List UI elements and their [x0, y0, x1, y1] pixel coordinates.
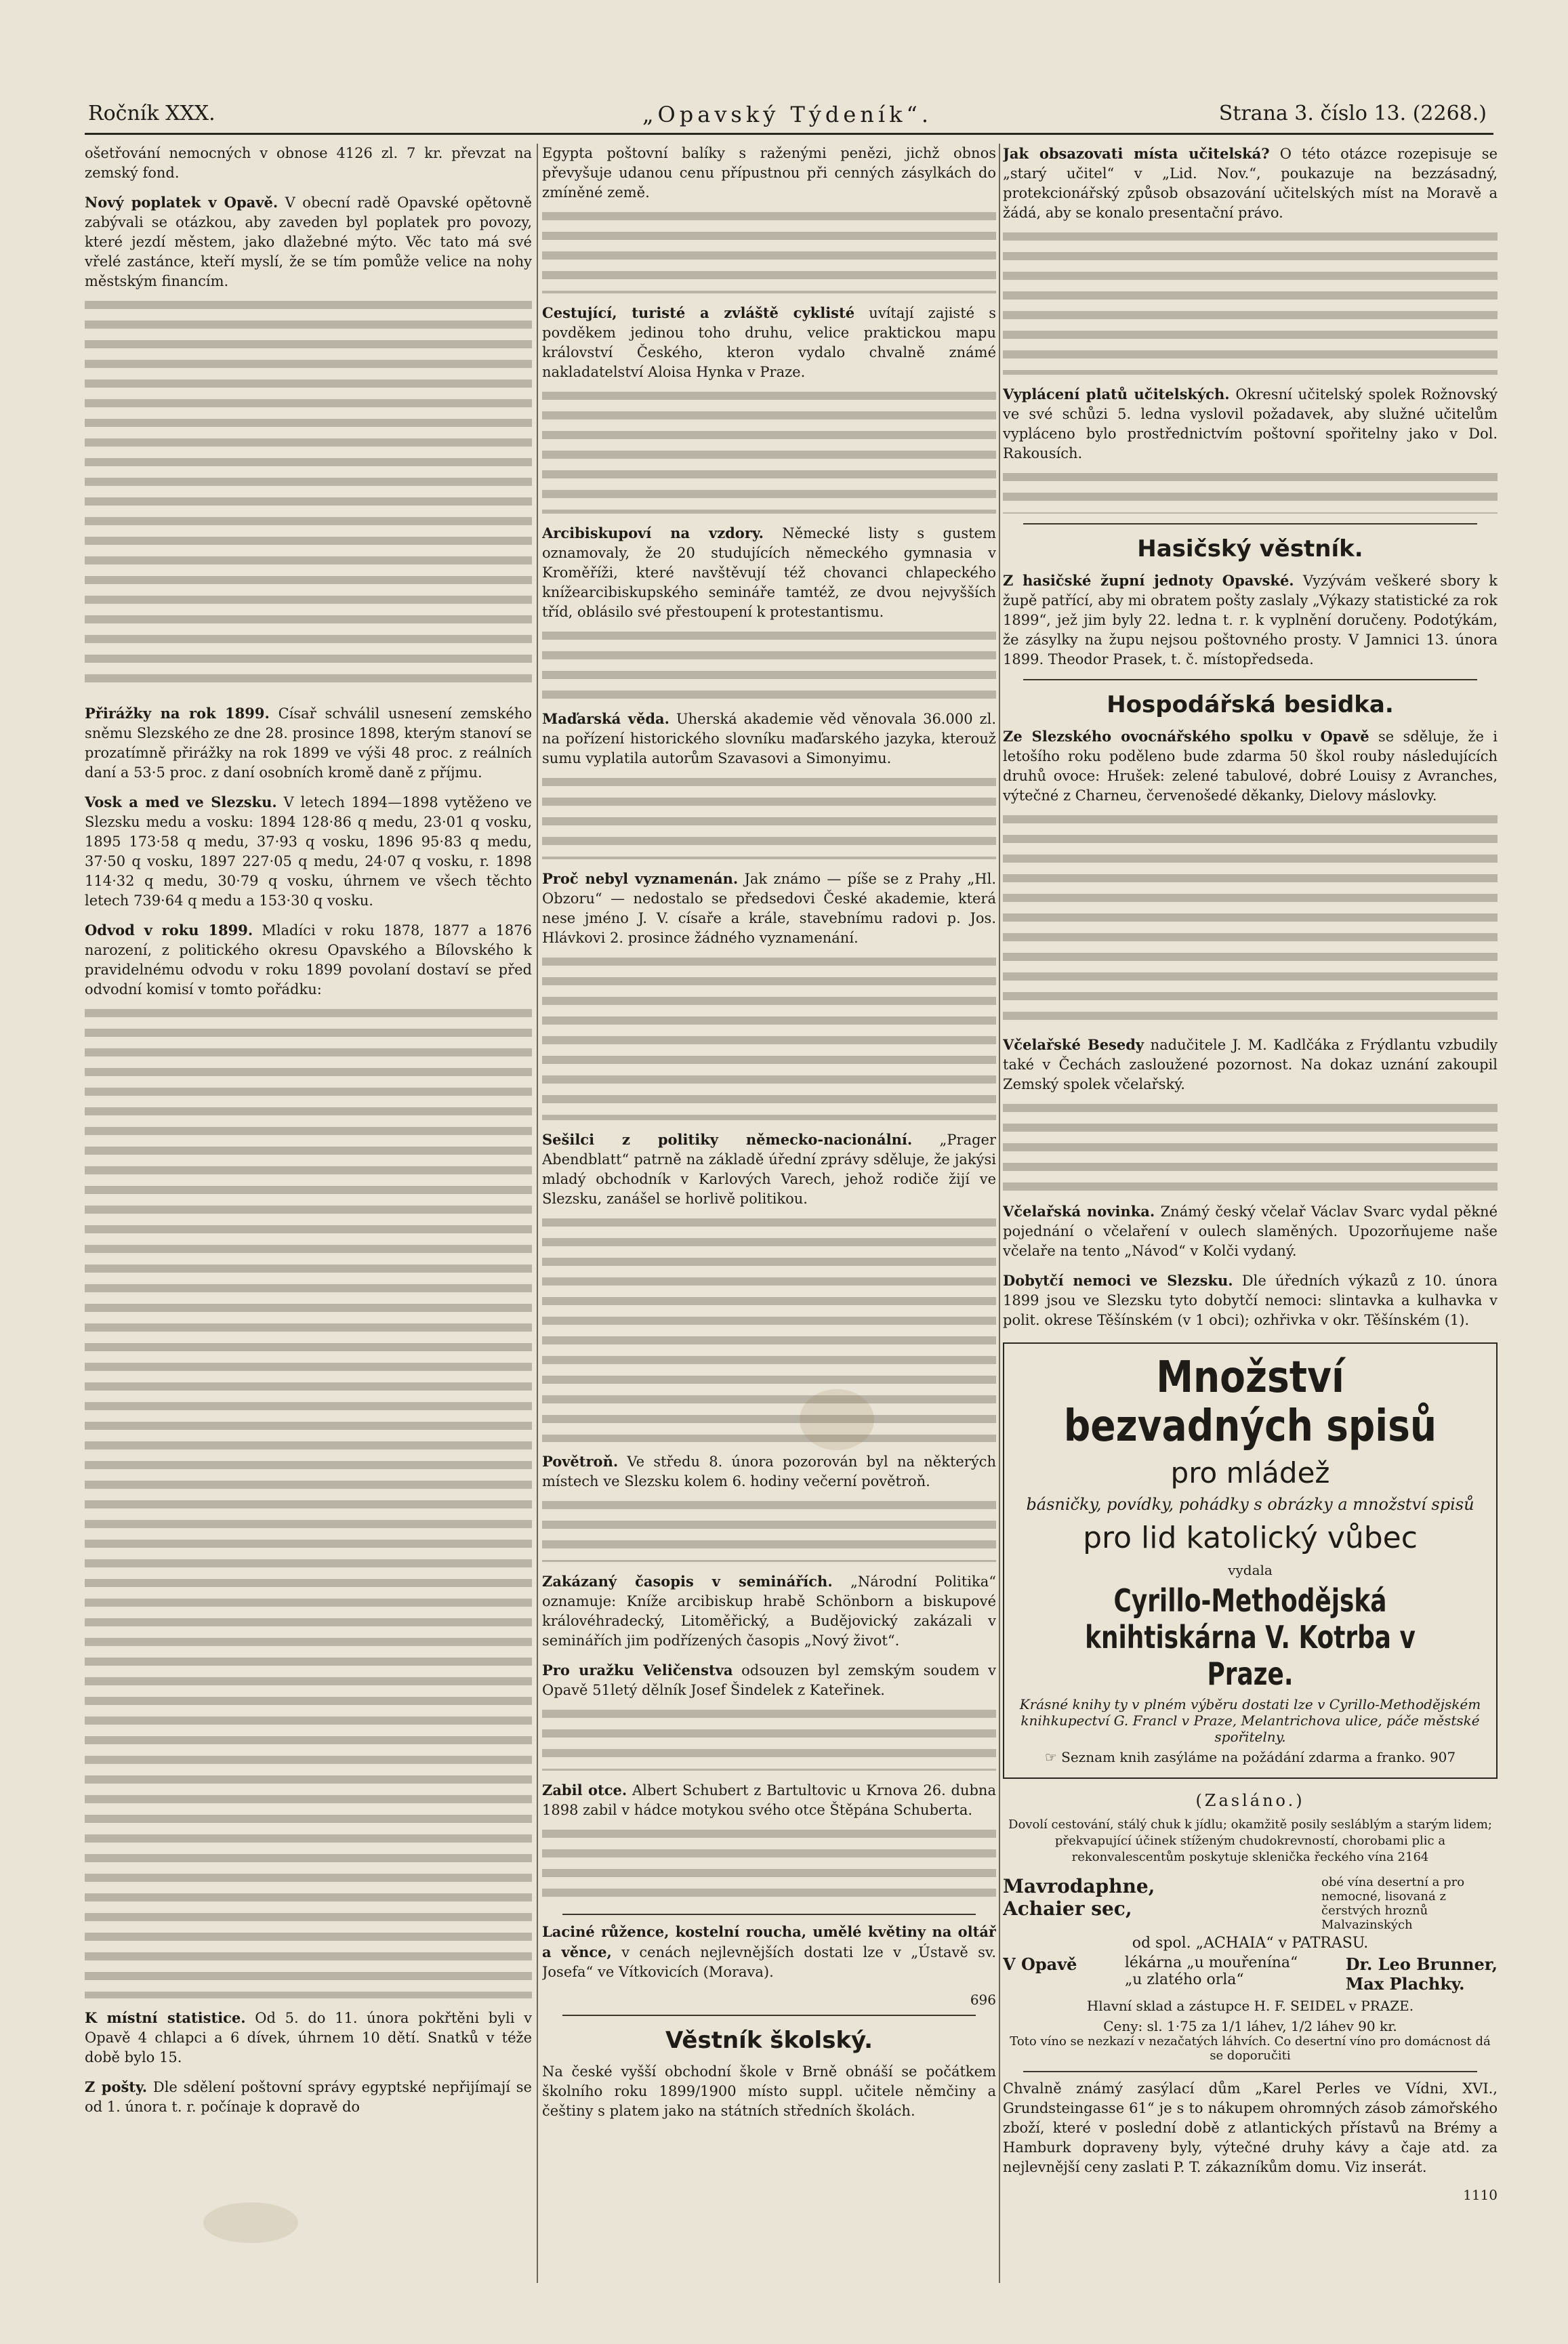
paragraph-text: odsouzen byl zemským soudem v Opavě 51letý dělník Josef Šindelek z Kateřinek.: [542, 1662, 996, 1698]
header-rule: [85, 133, 1493, 135]
article-heading: Přirážky na rok 1899.: [85, 705, 270, 722]
pointing-hand-icon: ☞: [1044, 1749, 1062, 1765]
pharmacy-1: lékárna „u mouřenína“: [1124, 1954, 1298, 1971]
article-sesilci: [542, 1130, 996, 1209]
article-novinka: [1003, 1201, 1498, 1261]
article-casopis: [542, 1571, 996, 1651]
advert-vydala: vydala: [1228, 1562, 1273, 1578]
unreadable-text-block: [85, 1009, 532, 1998]
paragraph-text: Císař schválil usnesení zemského sněmu Slezského ze dne 28. prosince 1898, kterým stanoví se prozatímně přirážky na rok 1899 ve výši 48 proc. z reálních daní a 53·5 proc. z daní osobních kromě daně z příjmu.: [85, 705, 532, 781]
article-statistika: [85, 2008, 532, 2068]
section-rule: [1023, 679, 1477, 680]
article-heading: Pro uražku Veličenstva: [542, 1662, 733, 1679]
article-povetron: [542, 1452, 996, 1492]
article-heading: Z pošty.: [85, 2078, 148, 2095]
advert-title: Množství bezvadných spisů: [1063, 1353, 1437, 1452]
article-heading: Dobytčí nemoci ve Slezsku.: [1003, 1272, 1233, 1289]
unreadable-text-block: [1003, 232, 1498, 375]
paragraph-text: „Prager Abendblatt“ patrně na základě úřední zprávy sděluje, že jakýsi mladý obchodník v Karlových Varech, jehož rodiče žijí ve Slezsku, zanášel se horlivě politikou.: [542, 1132, 996, 1207]
article-heading: Včelařská novinka.: [1003, 1203, 1155, 1220]
advert-heading: Laciné růžence, kostelní roucha, umělé květiny na oltář a věnce,: [542, 1923, 996, 1960]
city-label: V Opavě: [1003, 1954, 1077, 1974]
section-rule: [1023, 2071, 1477, 2072]
paragraph-text: Dovolí cestování, stálý chuk k jídlu; okamžitě posily sesláblým a starým lidem; překvapující účinek stíženým chudokrevností, chorobami plic a rekonvalescentům poskytuje sklenička řeckého vína: [1008, 1817, 1492, 1864]
article-madarska: [542, 709, 996, 768]
section-rule: [1023, 523, 1477, 525]
wine-note: Toto víno se nezkazí v nezačatých láhvích. Co desertní víno pro domácnost dá se doporučiti: [1010, 2034, 1491, 2063]
article-heading: Zakázaný časopis v seminářích.: [542, 1573, 833, 1590]
wine-mavrodaphne: Mavrodaphne,: [1003, 1875, 1155, 1897]
advert-audience: pro lid katolický vůbec: [1083, 1521, 1418, 1555]
article-velicenstvo: [542, 1660, 996, 1700]
article-heading: Z hasičské župní jednoty Opavské.: [1003, 572, 1294, 589]
unreadable-text-block: [542, 212, 996, 293]
page-number: Strana 3. číslo 13. (2268.): [1218, 102, 1487, 125]
pharmacy-names: [1125, 1954, 1298, 1988]
paragraph-text: uvítají zajisté s povděkem jedinou toho druhu, velice praktickou mapu království Českého, kteron vydalo chvalně známé nakladatelství Aloisa Hynka v Praze.: [542, 305, 996, 380]
paragraph-text: Od 5. do 11. února pokřtěni byli v Opavě 4 chlapci a 6 dívek, úhrnem 10 dětí. Snatků v téže době bylo 15.: [85, 2010, 532, 2065]
pharmacy-2: „u zlatého orla“: [1124, 1971, 1244, 1988]
paragraph-text: Ve středu 8. února pozorován byl na některých místech ve Slezsku kolem 6. hodiny večerní povětroň.: [542, 1454, 996, 1489]
unreadable-text-block: [542, 958, 996, 1120]
paragraph-text: nadučitele J. M. Kadlčáka z Frýdlantu vzbudily také v Čechách zasloužené pozornost. Na dokaz uznání zakoupil Zemský spolek včelařský.: [1003, 1037, 1498, 1092]
paragraph-text: se sděluje, že i letošího roku poděleno bude zdarma 50 škol rouby následujících druhů ovoce: Hrušek: zelené tabulové, dobré Louisy z Avranches, výtečné z Charneu, červenošedé děkanky, Dielovy máslovky.: [1003, 728, 1498, 804]
column-right: [1003, 144, 1498, 2283]
paragraph-text: „Národní Politika“ oznamuje: Kníže arcibiskup hrabě Schönborn a biskupové královéhradecký, Litoměřický, a Budějovický zakázali v seminářích jim podřízených časopis „Nový život“.: [542, 1574, 996, 1649]
wine-company: od spol. „ACHAIA“ v PATRASU.: [1132, 1935, 1369, 1952]
column-divider: [999, 144, 1000, 2283]
section-rule: [562, 1914, 976, 1915]
paragraph-text: V obecní radě Opavské opětovně zabývali se otázkou, aby zaveden byl poplatek pro povozy, které jezdí městem, jako dlažebné mýto. Věc tato má své vřelé zastánce, kteří myslí, že se tím pomůže velice na nohy městským financím.: [85, 194, 532, 289]
advert-number: 696: [970, 1992, 996, 2008]
advert-catalog-text: Seznam knih zasýláme na požádání zdarma a franko.: [1061, 1749, 1426, 1765]
paragraph-text: Dle úředních výkazů z 10. února 1899 jsou ve Slezsku tyto dobytčí nemoci: slintavka a kulhavka v polit. okrese Těšínském (v 1 obci); ozhřivka v okr. Těšínském (1).: [1003, 1273, 1498, 1328]
column-left: [85, 144, 532, 2283]
column-middle: [542, 144, 996, 2283]
paragraph-text: Egypta poštovní balíky s raženými penězi, jichž obnos převyšuje udanou cenu přípustnou při cenných zásylkách do zmíněné země.: [542, 145, 996, 201]
pharmacist-2: Max Plachky.: [1345, 1974, 1465, 1994]
paragraph-text: Dle sdělení poštovní správy egyptské nepřijímají se od 1. února t. r. počínaje k dopravě do: [85, 2079, 532, 2115]
article-turiste: [542, 303, 996, 382]
section-title-hasicsky: Hasičský věstník.: [1137, 535, 1363, 562]
paragraph-text: Okresní učitelský spolek Rožnovský ve své schůzi 5. ledna vyslovil požadavek, aby služné učitelům vypláceno bylo prostřednictvím poštovní spořitelny jako v Dol. Rakousích.: [1003, 386, 1498, 461]
article-heading: Odvod v roku 1899.: [85, 922, 253, 939]
article-posty: [85, 2077, 532, 2117]
paragraph-text: Německé listy s gustem oznamovaly, že 20 studujících německého gymnasia v Kroměříži, které navštěvují též chovanci chlapeckého knížearcibiskupského semináře tamtéž, ze dvou nejvyšších tříd, oblásilo své přestoupení k protestantismu.: [542, 525, 996, 620]
unreadable-text-block: [542, 1710, 996, 1771]
article-heading: Cestující, turisté a zvláště cyklisté: [542, 304, 855, 321]
paragraph-text: Na české vyšší obchodní škole v Brně obnáší se počátkem školního roku 1899/1900 místo suppl. učitele němčiny a češtiny s platem jako na státních středních školách.: [542, 2063, 996, 2119]
paragraph-text: Albert Schubert z Bartultovic u Krnova 26. dubna 1898 zabil v hádce motykou svého otce Štěpána Schuberta.: [542, 1782, 996, 1818]
unreadable-text-block: [542, 1830, 996, 1904]
article-zabil: [542, 1780, 996, 1820]
article-intro: [85, 144, 532, 183]
article-arcibiskup: [542, 523, 996, 622]
volume-label: Ročník XXX.: [88, 102, 215, 125]
paragraph-text: Známý český včelař Václav Svarc vydal pěkné pojednání o včelaření v oulech slaměných. Upozorňujeme naše včelaře na tento „Návod“ v Kolči vydaný.: [1003, 1204, 1498, 1259]
paragraph-text: Chvalně známý zasýlací dům „Karel Perles ve Vídni, XVI., Grundsteingasse 61“ je s to nákupem ohromných zásob zámořského zboží, které v poslední době z atlantických přístavů na Brémy a Hamburk dopraveny byly, výtečné druhy kávy a čaje atd. za nejlevnější ceny zaslati P. T. zákazníkům domu. Viz inserát.: [1003, 2080, 1498, 2175]
wine-names: [1003, 1875, 1155, 1920]
paragraph-text: Vyzývám veškeré sbory k župě patřící, aby mi obratem pošty zaslaly „Výkazy statistické za rok 1899“, jež jim byly 22. ledna t. r. k vyplnění doručeny. Podotýkám, že zásylky na župu nejsou poštovného prosty. V Jamnici 13. února 1899. Theodor Prasek, t. č. místopředseda.: [1003, 573, 1498, 667]
advert-rozence: [542, 1922, 996, 1982]
advert-genres: básničky, povídky, pohádky s obrázky a množství spisů: [1026, 1495, 1474, 1514]
article-vyplaceni: [1003, 384, 1498, 464]
unreadable-text-block: [1003, 1104, 1498, 1192]
article-heading: Arcibiskupoví na vzdory.: [542, 525, 764, 541]
wine-description: obé vína desertní a pro nemocné, lisovaná z čerstvých hroznů Malvazinských: [1321, 1875, 1465, 1932]
pharmacies: [1003, 1954, 1498, 1994]
paragraph-text: V letech 1894—1898 vytěženo ve Slezsku medu a vosku: 1894 128·86 q medu, 23·01 q vosku, 1895 173·58 q medu, 37·93 q vosku, 1896 95·83 q medu, 37·50 q vosku, 1897 227·05 q medu, 24·07 q vosku, r. 1898 114·32 q medu, 30·79 q vosku, úhrnem ve všech těchto letech 739·64 q medu a 153·30 q vosku.: [85, 794, 532, 909]
section-title-hospodarska: Hospodářská besidka.: [1107, 691, 1394, 718]
running-header: [88, 102, 1487, 142]
wine-achaier: Achaier sec,: [1003, 1897, 1132, 1920]
unreadable-text-block: [542, 392, 996, 514]
article-skolsky: [542, 2062, 996, 2121]
article-vosk: [85, 792, 532, 911]
paragraph-text: Mladíci v roku 1878, 1877 a 1876 narození, z politického okresu Opavského a Bílovského k pravidelnému odvodu v roku 1899 povolaní dostaví se před odvodní komisí v tomto pořádku:: [85, 922, 532, 998]
advert-number: 907: [1429, 1749, 1456, 1765]
article-heading: Maďarská věda.: [542, 710, 669, 727]
article-egypt: [542, 144, 996, 203]
article-ovocnarsky: [1003, 726, 1498, 806]
article-heading: Jak obsazovati místa učitelská?: [1003, 145, 1270, 162]
article-novy-poplatek: [85, 192, 532, 291]
advert-subtitle: pro mládež: [1170, 1456, 1330, 1489]
book-advert: [1003, 1342, 1498, 1779]
article-prirazky: [85, 703, 532, 783]
article-heading: Nový poplatek v Opavě.: [85, 194, 278, 211]
article-vcelarske: [1003, 1035, 1498, 1094]
advert-number: 1110: [1463, 2187, 1498, 2203]
article-odvod: [85, 920, 532, 1000]
wine-advert: [1003, 1875, 1498, 1932]
paragraph-text: Jak známo — píše se z Prahy „Hl. Obzoru“ — nedostalo se předsedovi České akademie, která nese jméno J. V. císaře a krále, stavebnímu radovi p. Jos. Hlávkovi 2. prosince žádného vyznamenání.: [542, 871, 996, 946]
section-rule: [562, 2015, 976, 2016]
pharmacist-1: Dr. Leo Brunner,: [1345, 1954, 1498, 1974]
article-heading: Vosk a med ve Slezsku.: [85, 794, 277, 810]
advert-number: 2164: [1397, 1850, 1429, 1864]
article-heading: Ze Slezského ovocnářského spolku v Opavě: [1003, 728, 1369, 745]
zaslano-heading: (Zasláno.): [1195, 1791, 1305, 1810]
wine-prices: Ceny: sl. 1·75 za 1/1 láhev, 1/2 láhev 90 kr.: [1103, 2018, 1397, 2034]
column-divider: [537, 144, 538, 2283]
article-heading: Proč nebyl vyznamenán.: [542, 870, 739, 887]
article-jak-obsazovati: [1003, 144, 1498, 223]
article-heading: Povětroň.: [542, 1453, 619, 1470]
unreadable-text-block: [542, 1218, 996, 1442]
advert-publisher: Cyrillo-Methodějská knihtiskárna V. Kotrba v Praze.: [1085, 1582, 1416, 1692]
pharmacists: [1346, 1954, 1498, 1994]
advert-note: Krásné knihy ty v plném výběru dostati lze v Cyrillo-Methodějském knihkupectví G. Francl v Praze, Melantrichova ulice, páče městské spořitelny.: [1019, 1696, 1481, 1745]
article-heading: Vyplácení platů učitelských.: [1003, 386, 1230, 403]
advert-perles: [1003, 2079, 1498, 2177]
unreadable-text-block: [85, 301, 532, 694]
paragraph-text: O této otázce rozepisuje se „starý učitel“ v „Lid. Nov.“, poukazuje na bezzásadný, protekcionářský způsob obsazování učitelských míst na Moravě a žádá, aby se konalo presentační právo.: [1003, 146, 1498, 221]
unreadable-text-block: [1003, 473, 1498, 514]
unreadable-text-block: [542, 632, 996, 699]
article-nebyl: [542, 869, 996, 948]
article-nemoci: [1003, 1271, 1498, 1330]
article-heading: K místní statistice.: [85, 2009, 246, 2026]
paragraph-text: ošetřování nemocných v obnose 4126 zl. 7 kr. převzat na zemský fond.: [85, 145, 532, 181]
article-heading: Zabil otce.: [542, 1782, 627, 1798]
unreadable-text-block: [1003, 815, 1498, 1025]
unreadable-text-block: [542, 1501, 996, 1562]
wine-main-store: Hlavní sklad a zástupce H. F. SEIDEL v PRAZE.: [1086, 1998, 1414, 2014]
paragraph-text: v cenách nejlevnějších dostati lze v „Ústavě sv. Josefa“ ve Vítkovicích (Morava).: [542, 1944, 996, 1980]
zaslano-text: [1003, 1817, 1498, 1866]
article-heading: Sešilci z politiky německo-nacionální.: [542, 1131, 913, 1148]
article-heading: Včelařské Besedy: [1003, 1036, 1144, 1053]
article-hasic: [1003, 571, 1498, 670]
paragraph-text: Uherská akademie věd věnovala 36.000 zl. na pořízení historického slovníku maďarského jazyka, kterouž sumu vyplatila autorům Szavasovi a Simonyimu.: [542, 711, 996, 766]
advert-catalog: [1012, 1749, 1488, 1765]
section-title-skolsky: Věstník školský.: [665, 2027, 873, 2054]
newspaper-title: „Opavský Týdeník“.: [642, 102, 933, 127]
unreadable-text-block: [542, 778, 996, 859]
